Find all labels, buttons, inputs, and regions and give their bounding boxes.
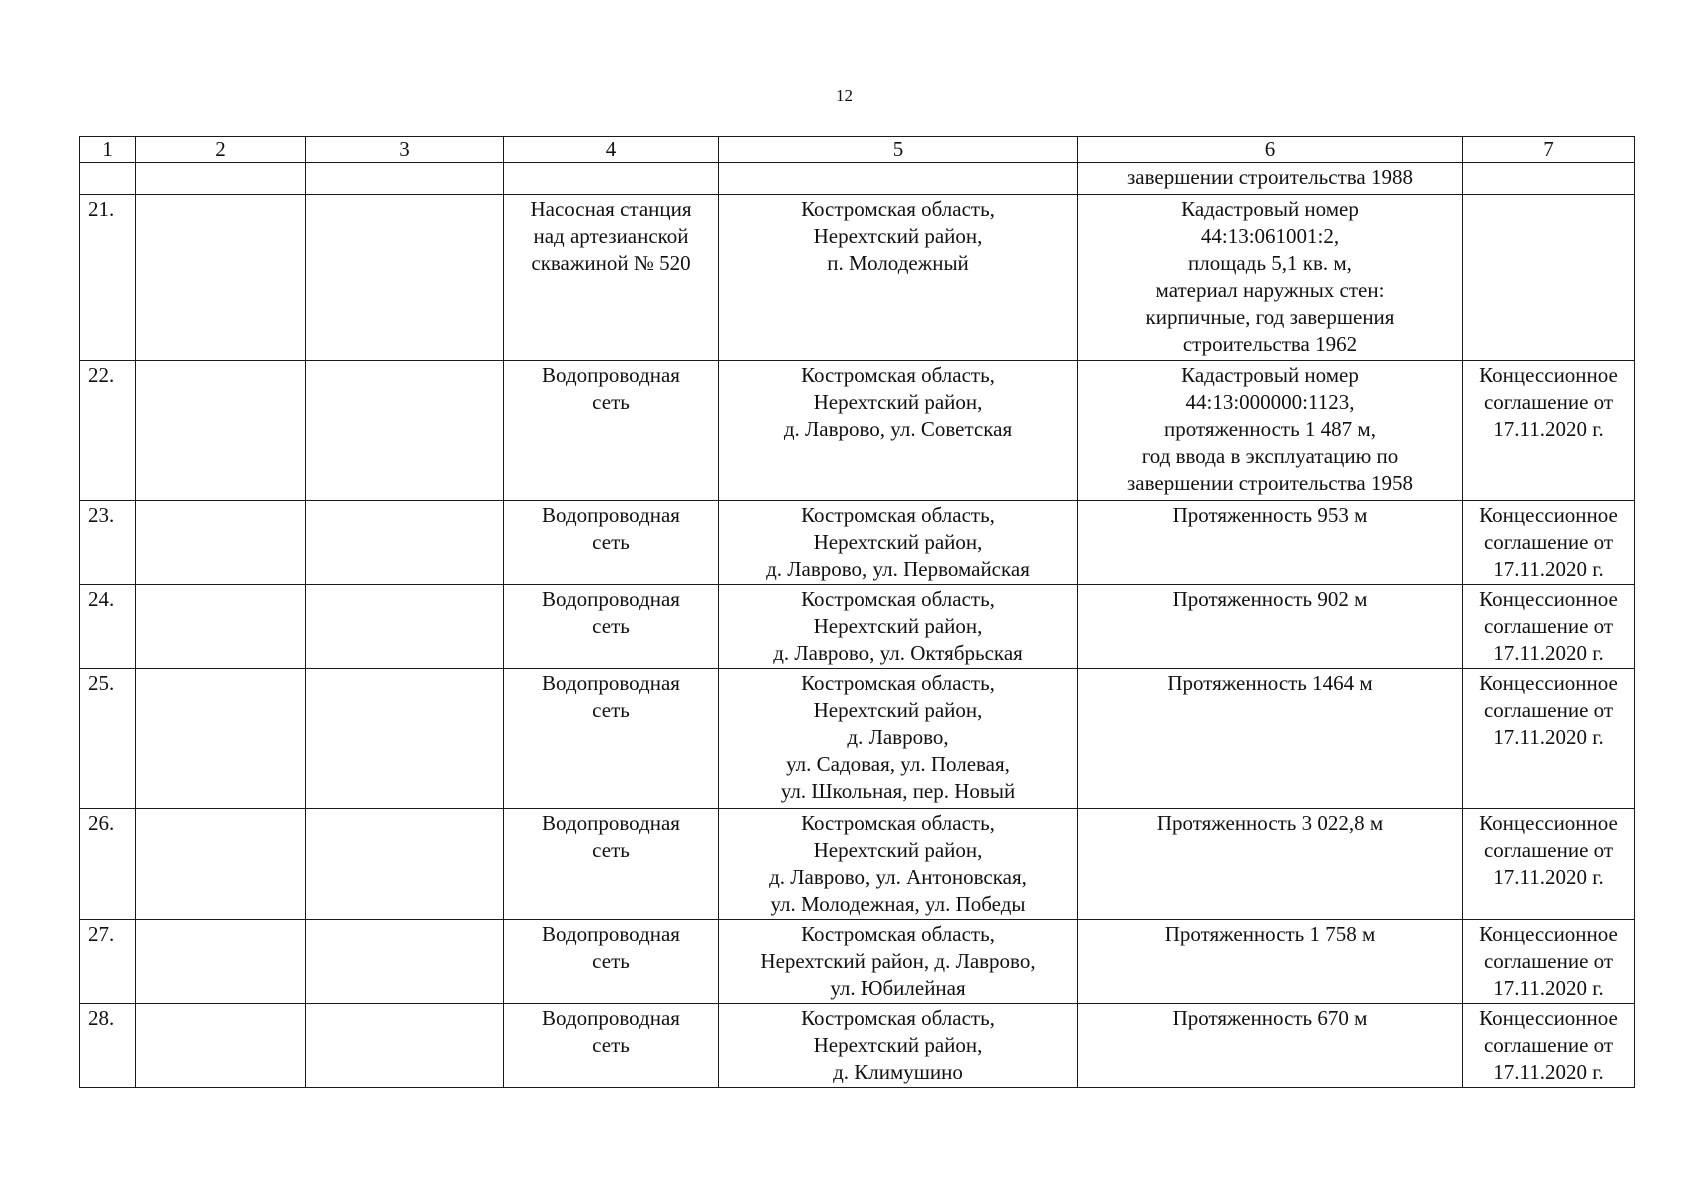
col3-cell — [306, 920, 504, 1004]
characteristics-line: Кадастровый номер — [1181, 363, 1359, 387]
basis-cell — [1463, 163, 1635, 195]
basis-cell — [1463, 1004, 1635, 1088]
basis-line: Концессионное — [1479, 363, 1618, 387]
address-line: Костромская область, — [801, 197, 995, 221]
basis-cell — [1463, 920, 1635, 1004]
characteristics-cell — [1078, 920, 1463, 1004]
object-name-cell — [504, 585, 719, 669]
col2-cell — [136, 809, 306, 920]
col3-cell — [306, 809, 504, 920]
address-line: Нерехтский район, — [813, 530, 983, 554]
address-line: ул. Школьная, пер. Новый — [780, 779, 1016, 803]
property-registry-table — [79, 136, 1635, 1088]
basis-line: соглашение от — [1483, 949, 1614, 973]
address-line: Нерехтский район, — [813, 224, 983, 248]
table-row — [80, 669, 1635, 809]
table-row — [80, 920, 1635, 1004]
address-line: Нерехтский район, — [813, 698, 983, 722]
address-line: ул. Молодежная, ул. Победы — [770, 892, 1026, 916]
characteristics-line: Протяженность 902 м — [1172, 587, 1368, 611]
row-number-cell: 26. — [80, 809, 136, 920]
address-line: Костромская область, — [801, 503, 995, 527]
column-number: 1 — [80, 137, 136, 163]
address-line: п. Молодежный — [827, 251, 969, 275]
basis-cell — [1463, 501, 1635, 585]
basis-line: Концессионное — [1479, 1006, 1618, 1030]
row-number-cell: 25. — [80, 669, 136, 809]
address-line: ул. Садовая, ул. Полевая, — [786, 752, 1010, 776]
address-line: д. Лаврово, ул. Октябрьская — [773, 641, 1023, 665]
characteristics-line: завершении строительства 1958 — [1127, 471, 1413, 495]
basis-line: соглашение от — [1483, 530, 1614, 554]
basis-line: соглашение от — [1483, 1033, 1614, 1057]
basis-line: Концессионное — [1479, 922, 1618, 946]
object-name-cell — [504, 809, 719, 920]
characteristics-cell — [1078, 501, 1463, 585]
name-line: сеть — [592, 698, 630, 722]
address-line: Нерехтский район, — [813, 614, 983, 638]
object-name-cell — [504, 361, 719, 501]
table-row — [80, 163, 1635, 195]
basis-line: соглашение от — [1483, 698, 1614, 722]
basis-line: 17.11.2020 г. — [1493, 641, 1604, 665]
address-line: Нерехтский район, д. Лаврово, — [760, 949, 1036, 973]
object-name-cell — [504, 1004, 719, 1088]
col3-cell — [306, 1004, 504, 1088]
basis-line: Концессионное — [1479, 587, 1618, 611]
table-row — [80, 195, 1635, 361]
basis-line: Концессионное — [1479, 671, 1618, 695]
characteristics-line: Кадастровый номер — [1181, 197, 1359, 221]
row-number-cell: 21. — [80, 195, 136, 361]
row-number-cell: 27. — [80, 920, 136, 1004]
name-line: над артезианской — [533, 224, 689, 248]
object-name-cell — [504, 669, 719, 809]
column-number: 2 — [136, 137, 306, 163]
column-number: 3 — [306, 137, 504, 163]
characteristics-line: Протяженность 670 м — [1172, 1006, 1368, 1030]
address-cell — [719, 585, 1078, 669]
basis-line: соглашение от — [1483, 838, 1614, 862]
name-line: сеть — [592, 949, 630, 973]
address-cell — [719, 501, 1078, 585]
name-line: сеть — [592, 390, 630, 414]
row-number-cell: 28. — [80, 1004, 136, 1088]
address-line: Костромская область, — [801, 587, 995, 611]
column-number: 5 — [719, 137, 1078, 163]
characteristics-line: материал наружных стен: — [1155, 278, 1385, 302]
object-name-cell — [504, 163, 719, 195]
characteristics-line: завершении строительства 1988 — [1127, 165, 1413, 189]
characteristics-cell — [1078, 361, 1463, 501]
col2-cell — [136, 1004, 306, 1088]
name-line: Насосная станция — [530, 197, 692, 221]
col2-cell — [136, 195, 306, 361]
address-line: Костромская область, — [801, 811, 995, 835]
page-number: 12 — [836, 86, 853, 105]
basis-line: 17.11.2020 г. — [1493, 725, 1604, 749]
address-line: Костромская область, — [801, 1006, 995, 1030]
col3-cell — [306, 501, 504, 585]
basis-cell — [1463, 361, 1635, 501]
characteristics-line: 44:13:061001:2, — [1200, 224, 1340, 248]
characteristics-line: кирпичные, год завершения — [1145, 305, 1395, 329]
col2-cell — [136, 501, 306, 585]
characteristics-cell — [1078, 585, 1463, 669]
address-cell — [719, 809, 1078, 920]
basis-line: 17.11.2020 г. — [1493, 417, 1604, 441]
characteristics-line: Протяженность 3 022,8 м — [1156, 811, 1384, 835]
name-line: сеть — [592, 614, 630, 638]
address-cell — [719, 920, 1078, 1004]
table-row — [80, 361, 1635, 501]
name-line: сеть — [592, 1033, 630, 1057]
address-cell — [719, 163, 1078, 195]
address-line: д. Лаврово, — [847, 725, 949, 749]
col2-cell — [136, 920, 306, 1004]
basis-cell — [1463, 195, 1635, 361]
col3-cell — [306, 585, 504, 669]
table-row — [80, 501, 1635, 585]
basis-line: 17.11.2020 г. — [1493, 1060, 1604, 1084]
address-cell — [719, 361, 1078, 501]
name-line: сеть — [592, 838, 630, 862]
address-line: д. Климушино — [833, 1060, 963, 1084]
basis-line: соглашение от — [1483, 614, 1614, 638]
basis-line: 17.11.2020 г. — [1493, 865, 1604, 889]
address-cell — [719, 1004, 1078, 1088]
row-number-cell: 23. — [80, 501, 136, 585]
characteristics-line: Протяженность 1464 м — [1167, 671, 1373, 695]
name-line: Водопроводная — [542, 811, 680, 835]
column-number: 4 — [504, 137, 719, 163]
address-line: Нерехтский район, — [813, 390, 983, 414]
address-line: Костромская область, — [801, 671, 995, 695]
object-name-cell — [504, 501, 719, 585]
basis-line: Концессионное — [1479, 503, 1618, 527]
col2-cell — [136, 163, 306, 195]
characteristics-line: год ввода в эксплуатацию по — [1141, 444, 1399, 468]
name-line: Водопроводная — [542, 671, 680, 695]
characteristics-cell — [1078, 669, 1463, 809]
address-line: д. Лаврово, ул. Советская — [783, 417, 1013, 441]
column-number: 7 — [1463, 137, 1635, 163]
address-line: д. Лаврово, ул. Первомайская — [766, 557, 1030, 581]
basis-line: 17.11.2020 г. — [1493, 976, 1604, 1000]
col3-cell — [306, 669, 504, 809]
basis-cell — [1463, 809, 1635, 920]
name-line: Водопроводная — [542, 587, 680, 611]
characteristics-line: площадь 5,1 кв. м, — [1188, 251, 1352, 275]
column-number-row — [80, 137, 1635, 163]
characteristics-line: протяженность 1 487 м, — [1164, 417, 1376, 441]
basis-cell — [1463, 669, 1635, 809]
name-line: Водопроводная — [542, 1006, 680, 1030]
address-line: Костромская область, — [801, 922, 995, 946]
col2-cell — [136, 361, 306, 501]
name-line: Водопроводная — [542, 922, 680, 946]
table-row — [80, 585, 1635, 669]
object-name-cell — [504, 195, 719, 361]
name-line: сеть — [592, 530, 630, 554]
address-line: Нерехтский район, — [813, 838, 983, 862]
row-number-cell: 24. — [80, 585, 136, 669]
table-row — [80, 1004, 1635, 1088]
col3-cell — [306, 163, 504, 195]
basis-line: Концессионное — [1479, 811, 1618, 835]
characteristics-line: Протяженность 953 м — [1172, 503, 1368, 527]
column-number: 6 — [1078, 137, 1463, 163]
name-line: Водопроводная — [542, 363, 680, 387]
col3-cell — [306, 361, 504, 501]
row-number-cell: 22. — [80, 361, 136, 501]
name-line: скважиной № 520 — [531, 251, 691, 275]
address-line: Костромская область, — [801, 363, 995, 387]
object-name-cell — [504, 920, 719, 1004]
table-row — [80, 809, 1635, 920]
address-cell — [719, 669, 1078, 809]
col2-cell — [136, 585, 306, 669]
address-line: Нерехтский район, — [813, 1033, 983, 1057]
address-cell — [719, 195, 1078, 361]
basis-line: 17.11.2020 г. — [1493, 557, 1604, 581]
col3-cell — [306, 195, 504, 361]
characteristics-line: строительства 1962 — [1182, 332, 1358, 356]
characteristics-cell — [1078, 163, 1463, 195]
characteristics-cell — [1078, 1004, 1463, 1088]
col2-cell — [136, 669, 306, 809]
name-line: Водопроводная — [542, 503, 680, 527]
row-number-cell — [80, 163, 136, 195]
characteristics-line: 44:13:000000:1123, — [1185, 390, 1355, 414]
address-line: ул. Юбилейная — [830, 976, 966, 1000]
address-line: д. Лаврово, ул. Антоновская, — [769, 865, 1027, 889]
basis-line: соглашение от — [1483, 390, 1614, 414]
characteristics-cell — [1078, 809, 1463, 920]
basis-cell — [1463, 585, 1635, 669]
characteristics-line: Протяженность 1 758 м — [1164, 922, 1376, 946]
characteristics-cell — [1078, 195, 1463, 361]
